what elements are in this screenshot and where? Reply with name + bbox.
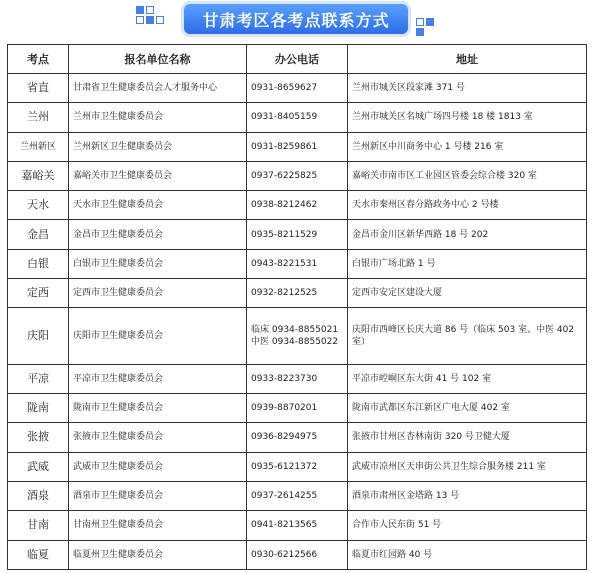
header-city: 考点	[8, 45, 69, 74]
cell-unit: 庆阳市卫生健康委员会	[69, 308, 247, 364]
cell-address: 张掖市甘州区杏林南街 320 号卫健大厦	[348, 423, 587, 452]
cell-address: 临夏市红园路 40 号	[348, 540, 587, 569]
cell-phone: 0931-8405159	[247, 103, 348, 132]
table-header-row	[8, 45, 587, 74]
cell-unit: 武威市卫生健康委员会	[69, 452, 247, 481]
cell-phone: 0933-8223730	[247, 364, 348, 393]
cell-city: 庆阳	[8, 308, 69, 364]
table-row	[8, 132, 587, 161]
table-row	[8, 220, 587, 249]
table-row	[8, 423, 587, 452]
cell-phone: 0938-8212462	[247, 191, 348, 220]
cell-address: 兰州市城关区段家滩 371 号	[348, 74, 587, 103]
cell-unit: 甘南州卫生健康委员会	[69, 511, 247, 540]
cell-address: 兰州新区中川商务中心 1 号楼 216 室	[348, 132, 587, 161]
cell-phone: 0936-8294975	[247, 423, 348, 452]
cell-unit: 白银市卫生健康委员会	[69, 249, 247, 278]
cell-address: 天水市秦州区春分路政务中心 2 号楼	[348, 191, 587, 220]
decor-squares-left	[136, 6, 176, 26]
cell-phone: 0932-8212525	[247, 279, 348, 308]
cell-city: 兰州	[8, 103, 69, 132]
cell-city: 酒泉	[8, 481, 69, 510]
table-row	[8, 394, 587, 423]
cell-address: 定西市安定区建设大厦	[348, 279, 587, 308]
contact-table	[7, 44, 587, 570]
cell-unit: 平凉市卫生健康委员会	[69, 364, 247, 393]
table-row	[8, 481, 587, 510]
header-unit: 报名单位名称	[69, 45, 247, 74]
table-row	[8, 511, 587, 540]
cell-city: 金昌	[8, 220, 69, 249]
cell-address: 陇南市武都区东江新区广电大厦 402 室	[348, 394, 587, 423]
table-row	[8, 191, 587, 220]
table-row	[8, 161, 587, 190]
cell-city: 武威	[8, 452, 69, 481]
cell-phone: 0939-8870201	[247, 394, 348, 423]
cell-city: 嘉峪关	[8, 161, 69, 190]
cell-city: 平凉	[8, 364, 69, 393]
cell-unit: 金昌市卫生健康委员会	[69, 220, 247, 249]
cell-phone: 0935-6121372	[247, 452, 348, 481]
cell-unit: 甘肃省卫生健康委员会人才服务中心	[69, 74, 247, 103]
title-banner	[184, 4, 408, 34]
cell-address: 嘉峪关市南市区工业园区管委会综合楼 320 室	[348, 161, 587, 190]
table-row	[8, 74, 587, 103]
cell-unit: 张掖市卫生健康委员会	[69, 423, 247, 452]
cell-unit: 嘉峪关市卫生健康委员会	[69, 161, 247, 190]
cell-address: 庆阳市西峰区长庆大道 86 号（临床 503 室、中医 402 室）	[348, 308, 587, 364]
cell-phone: 0943-8221531	[247, 249, 348, 278]
cell-address: 金昌市金川区新华西路 18 号 202	[348, 220, 587, 249]
cell-address: 平凉市崆峒区东大街 41 号 102 室	[348, 364, 587, 393]
cell-city: 兰州新区	[8, 132, 69, 161]
cell-phone: 0935-8211529	[247, 220, 348, 249]
table-row	[8, 279, 587, 308]
cell-phone: 临床 0934-8855021 中医 0934-8855022	[247, 308, 348, 364]
table-row	[8, 452, 587, 481]
cell-unit: 临夏州卫生健康委员会	[69, 540, 247, 569]
cell-address: 白银市广场北路 1 号	[348, 249, 587, 278]
cell-unit: 天水市卫生健康委员会	[69, 191, 247, 220]
decor-squares-right	[416, 18, 446, 38]
cell-city: 天水	[8, 191, 69, 220]
cell-unit: 兰州市卫生健康委员会	[69, 103, 247, 132]
page-title: 甘肃考区各考点联系方式	[202, 10, 390, 30]
cell-city: 陇南	[8, 394, 69, 423]
cell-city: 甘南	[8, 511, 69, 540]
cell-city: 省直	[8, 74, 69, 103]
contact-table-container	[7, 44, 586, 570]
cell-address: 合作市人民东街 51 号	[348, 511, 587, 540]
table-row	[8, 308, 587, 364]
cell-city: 白银	[8, 249, 69, 278]
cell-unit: 兰州新区卫生健康委员会	[69, 132, 247, 161]
cell-address: 兰州市城关区名城广场四号楼 18 楼 1813 室	[348, 103, 587, 132]
cell-phone: 0931-8659627	[247, 74, 348, 103]
table-row	[8, 249, 587, 278]
header-phone: 办公电话	[247, 45, 348, 74]
table-row	[8, 540, 587, 569]
cell-unit: 酒泉市卫生健康委员会	[69, 481, 247, 510]
table-row	[8, 103, 587, 132]
cell-phone: 0931-8259861	[247, 132, 348, 161]
cell-address: 武威市凉州区天串街公共卫生综合服务楼 211 室	[348, 452, 587, 481]
header-area	[0, 0, 593, 44]
cell-phone: 0941-8213565	[247, 511, 348, 540]
cell-address: 酒泉市肃州区金塔路 13 号	[348, 481, 587, 510]
cell-unit: 定西市卫生健康委员会	[69, 279, 247, 308]
cell-city: 定西	[8, 279, 69, 308]
header-address: 地址	[348, 45, 587, 74]
cell-phone: 0937-6225825	[247, 161, 348, 190]
cell-city: 临夏	[8, 540, 69, 569]
cell-unit: 陇南市卫生健康委员会	[69, 394, 247, 423]
cell-city: 张掖	[8, 423, 69, 452]
cell-phone: 0930-6212566	[247, 540, 348, 569]
table-row	[8, 364, 587, 393]
cell-phone: 0937-2614255	[247, 481, 348, 510]
